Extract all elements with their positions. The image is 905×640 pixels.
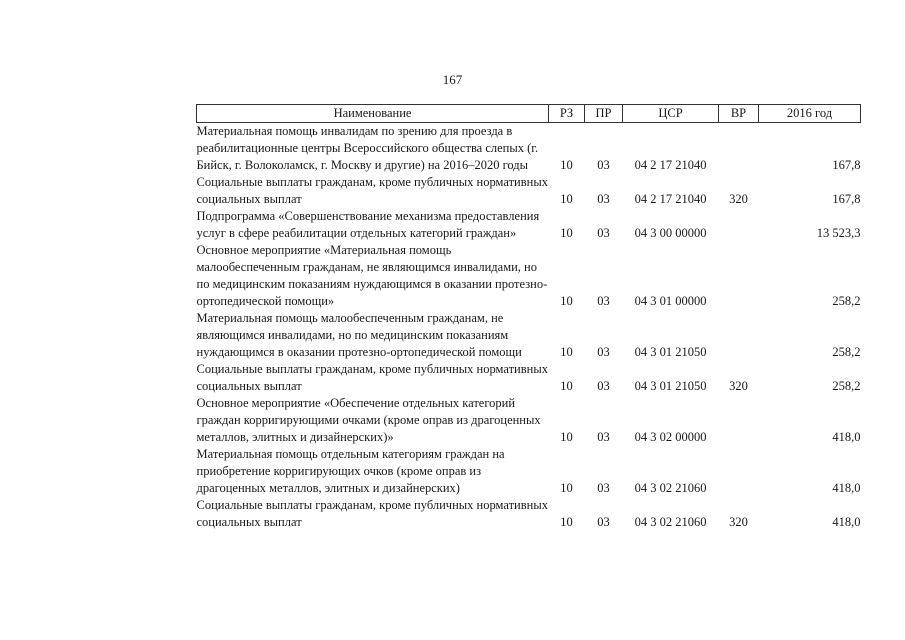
row-amount: 258,2 xyxy=(832,294,861,308)
row-vr xyxy=(719,242,759,310)
row-pr: 03 xyxy=(597,294,610,308)
row-csr: 04 3 01 21050 xyxy=(634,345,707,359)
table-row xyxy=(197,361,861,395)
table-row xyxy=(197,446,861,497)
row-pr: 03 xyxy=(597,192,610,206)
row-name: Социальные выплаты гражданам, кроме публичных нормативных социальных выплат xyxy=(196,362,548,393)
budget-table xyxy=(196,104,861,531)
row-rz: 10 xyxy=(560,379,573,393)
row-pr: 03 xyxy=(597,481,610,495)
row-name: Основное мероприятие «Материальная помощь малообеспеченным гражданам, не являющимся инвалидами, но по медицинским показаниям нуждающимся в оказании протезно-ортопедической помощи» xyxy=(196,243,548,308)
row-pr: 03 xyxy=(597,515,610,529)
row-vr: 320 xyxy=(729,192,748,206)
row-rz: 10 xyxy=(560,294,573,308)
header-name: Наименование xyxy=(197,105,549,123)
table-row xyxy=(197,310,861,361)
row-rz: 10 xyxy=(560,515,573,529)
table-row xyxy=(197,497,861,531)
row-pr: 03 xyxy=(597,345,610,359)
row-amount: 167,8 xyxy=(832,158,861,172)
row-vr xyxy=(719,208,759,242)
row-pr: 03 xyxy=(597,379,610,393)
row-csr: 04 3 02 00000 xyxy=(634,430,707,444)
row-csr: 04 2 17 21040 xyxy=(634,158,707,172)
row-amount: 418,0 xyxy=(832,430,861,444)
row-csr: 04 3 02 21060 xyxy=(634,481,707,495)
row-vr xyxy=(719,123,759,175)
table-row xyxy=(197,174,861,208)
row-amount: 418,0 xyxy=(832,481,861,495)
table-row xyxy=(197,242,861,310)
row-pr: 03 xyxy=(597,226,610,240)
header-rz: РЗ xyxy=(549,105,585,123)
row-csr: 04 3 01 21050 xyxy=(634,379,707,393)
row-rz: 10 xyxy=(560,481,573,495)
row-name: Материальная помощь малообеспеченным гражданам, не являющимся инвалидами, но по медицинским показаниям нуждающимся в оказании протезно-ортопедической помощи xyxy=(196,311,522,359)
row-amount: 167,8 xyxy=(832,192,861,206)
table-row xyxy=(197,123,861,175)
row-amount: 258,2 xyxy=(832,379,861,393)
row-csr: 04 3 00 00000 xyxy=(634,226,707,240)
header-pr: ПР xyxy=(585,105,623,123)
row-name: Подпрограмма «Совершенствование механизма предоставления услуг в сфере реабилитации отдельных категорий граждан» xyxy=(196,209,540,240)
header-vr: ВР xyxy=(719,105,759,123)
row-amount: 13 523,3 xyxy=(816,226,861,240)
row-name: Основное мероприятие «Обеспечение отдельных категорий граждан корригирующими очками (кроме оправ из драгоценных металлов, элитных и дизайнерских)» xyxy=(196,396,541,444)
row-vr: 320 xyxy=(729,379,748,393)
header-year: 2016 год xyxy=(759,105,861,123)
row-csr: 04 2 17 21040 xyxy=(634,192,707,206)
row-rz: 10 xyxy=(560,226,573,240)
row-rz: 10 xyxy=(560,430,573,444)
row-vr: 320 xyxy=(729,515,748,529)
header-csr: ЦСР xyxy=(623,105,719,123)
row-vr xyxy=(719,446,759,497)
row-name: Материальная помощь отдельным категориям граждан на приобретение корригирующих очков (кроме оправ из драгоценных металлов, элитных и дизайнерских) xyxy=(196,447,505,495)
row-csr: 04 3 01 00000 xyxy=(634,294,707,308)
table-header-row xyxy=(197,105,861,123)
table-row xyxy=(197,395,861,446)
row-amount: 258,2 xyxy=(832,345,861,359)
row-vr xyxy=(719,395,759,446)
table-row xyxy=(197,208,861,242)
row-pr: 03 xyxy=(597,158,610,172)
row-vr xyxy=(719,310,759,361)
row-rz: 10 xyxy=(560,158,573,172)
row-amount: 418,0 xyxy=(832,515,861,529)
row-name: Социальные выплаты гражданам, кроме публичных нормативных социальных выплат xyxy=(196,175,548,206)
row-name: Материальная помощь инвалидам по зрению для проезда в реабилитационные центры Всероссийского общества слепых (г. Бийск, г. Волоколамск, г. Москву и другие) на 2016–2020 годы xyxy=(196,124,539,172)
row-rz: 10 xyxy=(560,192,573,206)
row-csr: 04 3 02 21060 xyxy=(634,515,707,529)
row-pr: 03 xyxy=(597,430,610,444)
page-number: 167 xyxy=(442,72,463,87)
row-rz: 10 xyxy=(560,345,573,359)
row-name: Социальные выплаты гражданам, кроме публичных нормативных социальных выплат xyxy=(196,498,548,529)
